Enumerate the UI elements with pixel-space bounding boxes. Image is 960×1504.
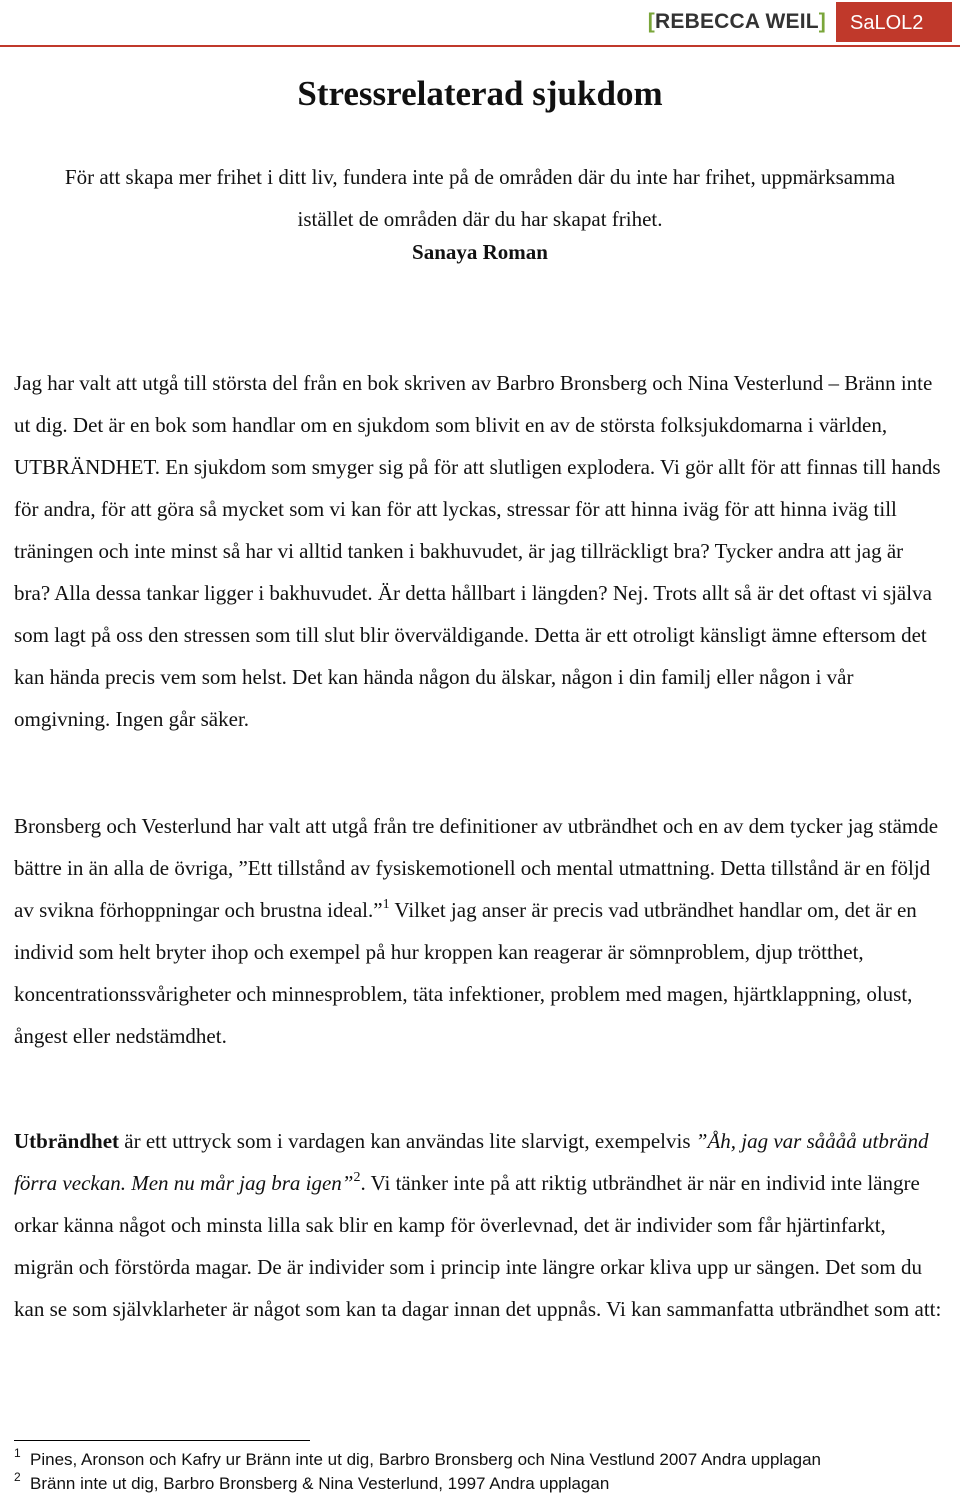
paragraph-definitions [14, 805, 944, 1057]
paragraph-intro: Jag har valt att utgå till största del från en bok skriven av Barbro Bronsberg och Nina Vesterlund – Bränn inte ut dig. Det är en bok som handlar om en sjukdom som blivit en av de största folksjukdomarna i världen, UTBRÄNDHET. En sjukdom som smyger sig på för att slutligen explodera. Vi gör allt för att finnas till hands för andra, för att göra så mycket som vi kan för att lyckas, stressar för att hinna iväg för att hinna iväg till träningen och inte minst så har vi alltid tanken i bakhuvudet, är jag tillräckligt bra? Tycker andra att jag är bra? Alla dessa tankar ligger i bakhuvudet. Är detta hållbart i längden? Nej. Trots allt så är det oftast vi själva som lagt på oss den stressen som till slut blir överväldigande. Detta är ett otroligt känsligt ämne eftersom det kan hända precis vem som helst. Det kan hända någon du älskar, någon i din familj eller någon i vår omgivning. Ingen går säker. [14, 371, 941, 731]
course-badge: SaLOL2 [836, 2, 952, 42]
header-author [648, 10, 836, 34]
footnote: 2 Bränn inte ut dig, Barbro Bronsberg & Nina Vesterlund, 1997 Andra upplagan [14, 1470, 610, 1493]
paragraph-utbrandhet [14, 1120, 944, 1330]
bracket-close: ] [818, 10, 826, 33]
paragraph-text: Bronsberg och Vesterlund har valt att utgå från tre definitioner av utbrändhet och en av dem tycker jag stämde bättre in än alla de övriga, ”Ett tillstånd av fysiskemotionell och mental utmattning. Detta tillstånd är en följd av svikna förhoppningar och brustna ideal.” [14, 814, 939, 922]
header-divider [0, 45, 960, 47]
paragraph-text: . Vi tänker inte på att riktig utbrändhet är när en individ inte längre orkar känna något och minsta lilla sak blir en kamp för överlevnad, det är individer som får hjärtinfarkt, migrän och förstörda magar. De är individer som i princip inte längre orkar kliva upp ur sängen. Det som du kan se som självklarheter är något som kan ta dagar innan det uppnås. Vi kan sammanfatta utbrändhet som att: [14, 1171, 942, 1321]
footnote-separator [14, 1440, 310, 1441]
author-name: REBECCA WEIL [655, 10, 819, 33]
bracket-open: [ [647, 10, 655, 33]
epigraph-author: Sanaya Roman [412, 240, 548, 264]
footnote-text: Pines, Aronson och Kafry ur Bränn inte ut dig, Barbro Bronsberg och Nina Vestlund 2007 Andra upplagan [30, 1450, 822, 1469]
page-header [648, 0, 952, 44]
example-quote: ”Åh, jag var såååå utbränd förra veckan. Men nu mår jag bra igen” [14, 1129, 929, 1195]
footnote: 1 Pines, Aronson och Kafry ur Bränn inte ut dig, Barbro Bronsberg och Nina Vestlund 2007 Andra upplagan [14, 1446, 822, 1469]
term-utbrandhet: Utbrändhet [14, 1129, 120, 1153]
footnote-ref[interactable]: 2 [353, 1170, 361, 1185]
page-title: Stressrelaterad sjukdom [297, 74, 663, 113]
paragraph-text: Vilket jag anser är precis vad utbrändhet handlar om, det är en individ som helt bryter ihop och exempel på hur kroppen kan reagerar är sömnproblem, djup trötthet, koncentrationssvårigheter och minnesproblem, täta infektioner, problem med magen, hjärtklappning, olust, ångest eller nedstämdhet. [14, 898, 917, 1048]
footnote-text: Bränn inte ut dig, Barbro Bronsberg & Nina Vesterlund, 1997 Andra upplagan [30, 1474, 610, 1493]
epigraph-quote: För att skapa mer frihet i ditt liv, fundera inte på de områden där du inte har frihet, uppmärksamma istället de områden där du har skapat frihet. [64, 165, 896, 231]
paragraph-text: är ett uttryck som i vardagen kan användas lite slarvigt, exempelvis [119, 1129, 696, 1153]
footnote-ref[interactable]: 1 [382, 897, 390, 912]
footnotes [14, 1448, 944, 1496]
